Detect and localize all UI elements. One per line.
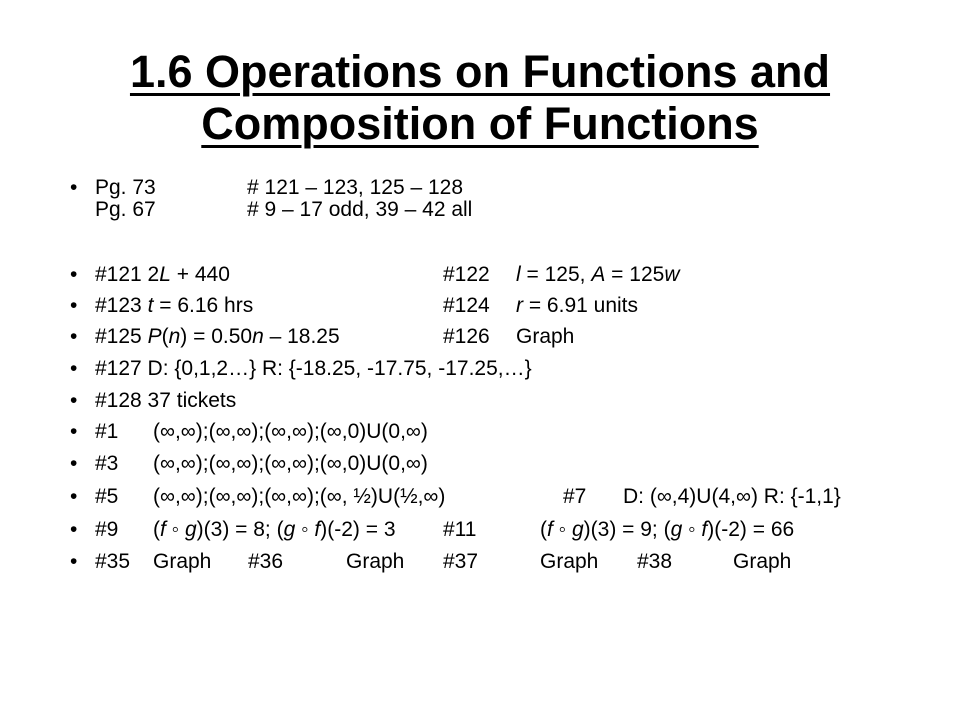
- italic-variable: l: [516, 263, 521, 286]
- bullet-icon: [70, 294, 77, 318]
- text-segment: #38: [637, 550, 673, 573]
- text-segment: ) = 0.50: [180, 325, 253, 348]
- assignment-range: [247, 198, 472, 222]
- bullet-item: [0, 420, 960, 444]
- text-segment: #9: [95, 518, 119, 541]
- answer-text: [733, 550, 791, 574]
- italic-variable: A: [591, 263, 606, 286]
- text-segment: = 125,: [520, 263, 592, 286]
- italic-variable: g: [283, 518, 296, 541]
- answer-text: [153, 485, 445, 509]
- bullet-icon: [70, 420, 77, 444]
- text-segment: – 18.25: [263, 325, 340, 348]
- text-segment: )(3) = 8; (: [196, 518, 284, 541]
- bullet-item: [0, 518, 960, 542]
- bullet-icon: [70, 325, 77, 349]
- bullet-icon: [70, 389, 77, 413]
- text-segment: #36: [248, 550, 284, 573]
- bullet-icon: [70, 357, 77, 381]
- page-reference: [95, 198, 156, 222]
- italic-variable: n: [168, 325, 181, 348]
- bullet-icon: [70, 485, 77, 509]
- italic-variable: f: [314, 518, 321, 541]
- bullet-icon: [70, 550, 77, 574]
- text-segment: #128 37 tickets: [95, 389, 237, 412]
- italic-variable: w: [664, 263, 680, 286]
- italic-variable: f: [701, 518, 708, 541]
- title-line-1-text: 1.6 Operations on Functions and: [129, 46, 831, 97]
- text-segment: ◦: [682, 518, 702, 541]
- text-segment: Pg. 67: [95, 198, 156, 221]
- italic-variable: r: [516, 294, 523, 317]
- answer-text: [516, 294, 638, 318]
- text-segment: (∞,∞);(∞,∞);(∞,∞);(∞,0)U(0,∞): [153, 452, 428, 475]
- text-segment: Graph: [153, 550, 212, 573]
- text-segment: (∞,∞);(∞,∞);(∞,∞);(∞,0)U(0,∞): [153, 420, 428, 443]
- bullet-item: [0, 389, 960, 413]
- text-segment: Graph: [733, 550, 792, 573]
- italic-variable: g: [571, 518, 584, 541]
- italic-variable: g: [184, 518, 197, 541]
- italic-variable: L: [159, 263, 171, 286]
- italic-variable: n: [252, 325, 264, 348]
- italic-variable: P: [147, 325, 162, 348]
- text-segment: (: [540, 518, 547, 541]
- text-segment: #124: [443, 294, 490, 317]
- text-segment: = 125: [605, 263, 665, 286]
- text-segment: (: [161, 325, 169, 348]
- text-segment: D: (∞,4)U(4,∞) R: {-1,1}: [623, 485, 841, 508]
- bullet-item: [0, 485, 960, 509]
- answer-text: [623, 485, 841, 509]
- bullet-icon: [70, 452, 77, 476]
- problem-number: [443, 294, 490, 318]
- bullet-item: [0, 452, 960, 476]
- text-segment: #121 2: [95, 263, 160, 286]
- text-segment: ◦: [552, 518, 572, 541]
- text-segment: #1: [95, 420, 119, 443]
- text-segment: (: [153, 518, 160, 541]
- bullet-item: [0, 550, 960, 574]
- answer-text: [153, 550, 211, 574]
- answer-text: [95, 325, 340, 349]
- bullet-item: [0, 325, 960, 349]
- bullet-icon: [70, 176, 77, 200]
- problem-number: [563, 485, 586, 509]
- text-segment: ◦: [295, 518, 315, 541]
- bullet-item: [0, 263, 960, 287]
- problem-number: [95, 550, 130, 574]
- answer-text: [95, 357, 532, 381]
- text-segment: #126: [443, 325, 490, 348]
- answer-text: [95, 294, 253, 318]
- text-segment: #3: [95, 452, 119, 475]
- problem-number: [95, 420, 118, 444]
- text-segment: (∞,∞);(∞,∞);(∞,∞);(∞, ½)U(½,∞): [153, 485, 446, 508]
- title-line-2-text: Composition of Functions: [201, 98, 759, 149]
- text-segment: #5: [95, 485, 119, 508]
- text-segment: #7: [563, 485, 587, 508]
- bullet-icon: [70, 263, 77, 287]
- text-segment: = 6.91 units: [523, 294, 638, 317]
- text-segment: + 440: [170, 263, 230, 286]
- problem-number: [637, 550, 672, 574]
- slide-title: [0, 46, 960, 150]
- text-segment: #35: [95, 550, 131, 573]
- problem-number: [443, 550, 478, 574]
- answer-text: [153, 518, 396, 542]
- bullet-item: [0, 357, 960, 381]
- text-segment: Pg. 73: [95, 176, 156, 199]
- italic-variable: f: [547, 518, 553, 541]
- answer-text: [516, 325, 574, 349]
- page-reference: [95, 176, 156, 200]
- answer-text: [95, 389, 236, 413]
- text-segment: # 121 – 123, 125 – 128: [247, 176, 464, 199]
- bullet-item-page-references: [0, 176, 960, 221]
- problem-number: [443, 263, 490, 287]
- problem-number: [95, 518, 118, 542]
- text-segment: Graph: [540, 550, 599, 573]
- problem-number: [95, 485, 118, 509]
- answer-text: [516, 263, 679, 287]
- text-segment: #122: [443, 263, 490, 286]
- text-segment: ◦: [165, 518, 185, 541]
- text-segment: = 6.16 hrs: [153, 294, 254, 317]
- text-segment: Graph: [516, 325, 575, 348]
- problem-number: [248, 550, 283, 574]
- text-segment: #123: [95, 294, 148, 317]
- answer-text: [153, 420, 428, 444]
- title-line-1: [0, 46, 960, 98]
- assignment-range: [247, 176, 463, 200]
- problem-number: [95, 452, 118, 476]
- answer-text: [540, 518, 794, 542]
- italic-variable: t: [147, 294, 154, 317]
- text-segment: # 9 – 17 odd, 39 – 42 all: [247, 198, 473, 221]
- bullet-icon: [70, 518, 77, 542]
- answer-text: [346, 550, 404, 574]
- bullet-item: [0, 294, 960, 318]
- italic-variable: g: [670, 518, 683, 541]
- answer-text: [153, 452, 428, 476]
- text-segment: #11: [443, 518, 477, 541]
- italic-variable: f: [160, 518, 166, 541]
- text-segment: #37: [443, 550, 479, 573]
- text-segment: #125: [95, 325, 148, 348]
- title-line-2: [0, 98, 960, 150]
- text-segment: #127 D: {0,1,2…} R: {-18.25, -17.75, -17.25,…}: [95, 357, 532, 380]
- problem-number: [443, 325, 490, 349]
- text-segment: )(-2) = 3: [320, 518, 396, 541]
- answer-text: [540, 550, 598, 574]
- text-segment: )(3) = 9; (: [583, 518, 671, 541]
- answer-text: [95, 263, 230, 287]
- text-segment: Graph: [346, 550, 405, 573]
- text-segment: )(-2) = 66: [707, 518, 795, 541]
- problem-number: [443, 518, 476, 542]
